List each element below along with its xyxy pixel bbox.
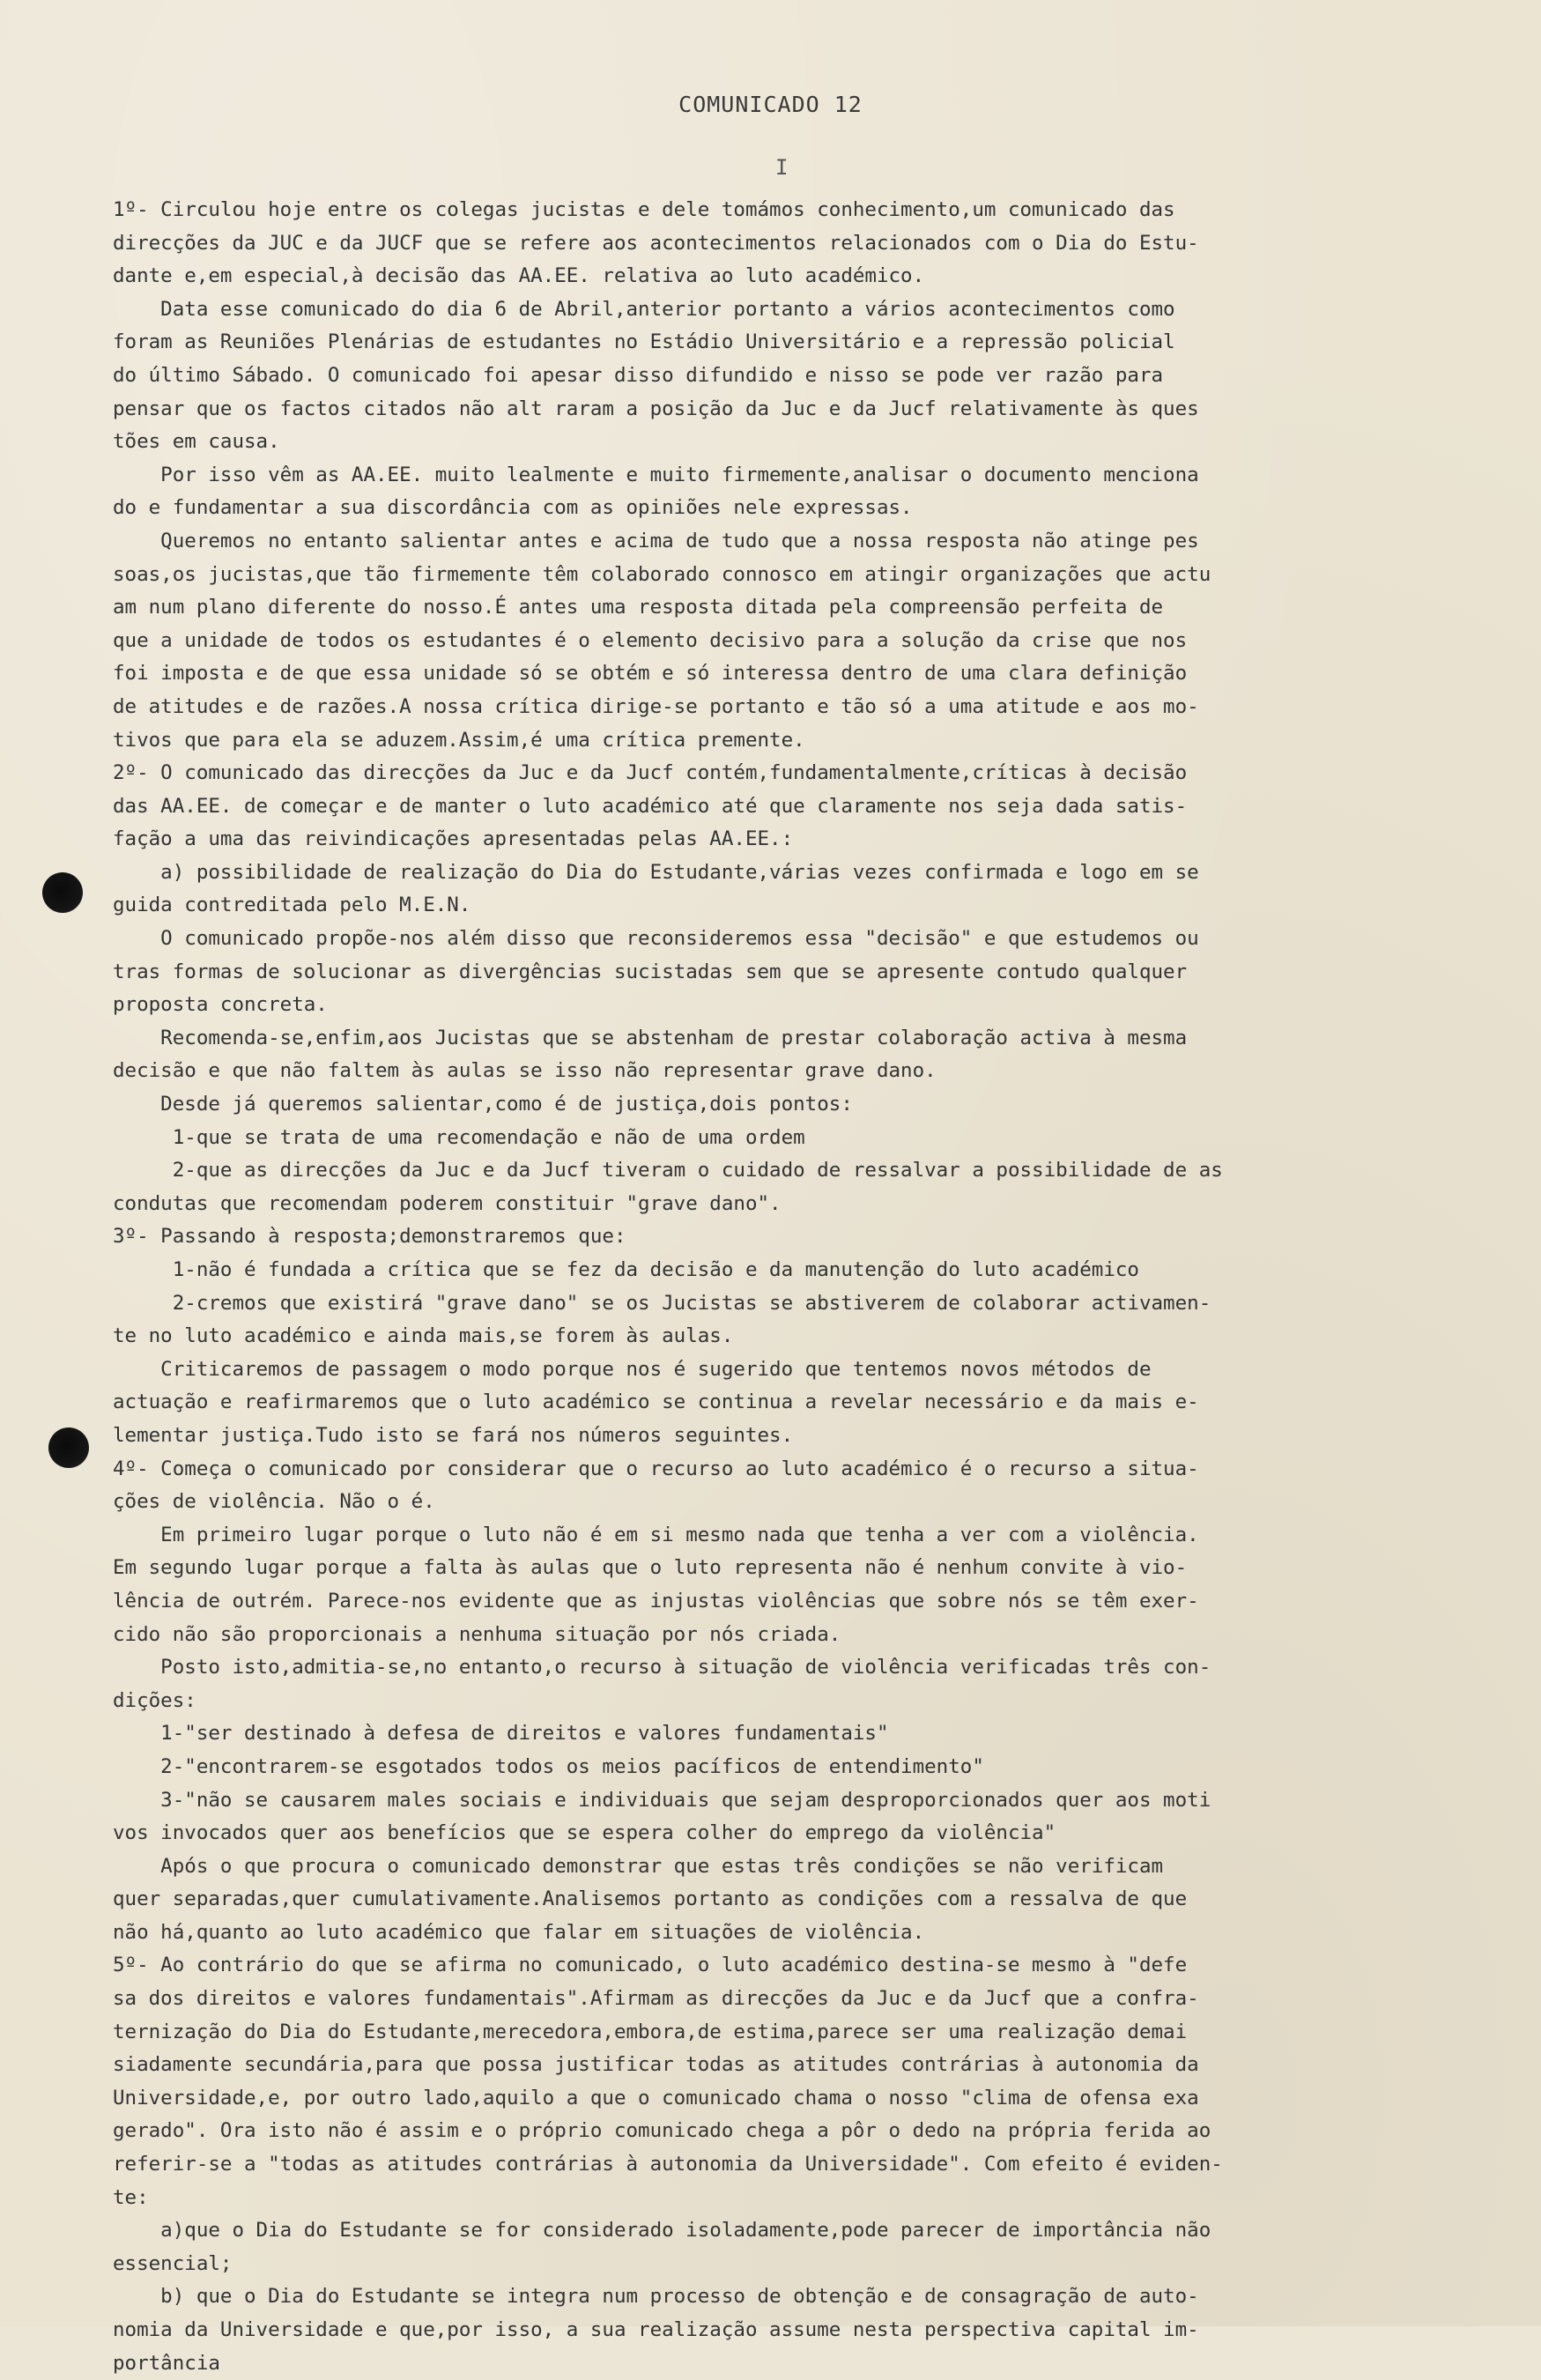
text-line: do último Sábado. O comunicado foi apesar disso difundido e nisso se pode ver razão para bbox=[113, 363, 1164, 387]
text-line: Posto isto,admitia-se,no entanto,o recurso à situação de violência verificadas três con- bbox=[113, 1656, 1211, 1679]
text-line: foram as Reuniões Plenárias de estudantes no Estádio Universitário e a repressão policial bbox=[113, 330, 1175, 354]
text-line: 1º- Circulou hoje entre os colegas jucistas e dele tomámos conhecimento,um comunicado das bbox=[113, 198, 1175, 221]
text-line: que a unidade de todos os estudantes é o elemento decisivo para a solução da crise que nos bbox=[113, 628, 1188, 652]
text-line: 2º- O comunicado das direcções da Juc e da Jucf contém,fundamentalmente,críticas à decisão bbox=[113, 761, 1188, 785]
text-line: vos invocados quer aos benefícios que se espera colher do emprego da violência" bbox=[113, 1821, 1056, 1845]
text-line: a)que o Dia do Estudante se for considerado isoladamente,pode parecer de importância não bbox=[113, 2219, 1211, 2243]
text-line: cido não são proporcionais a nenhuma situação por nós criada. bbox=[113, 1622, 841, 1646]
text-line: pensar que os factos citados não alt raram a posição da Juc e da Jucf relativamente às ques bbox=[113, 397, 1199, 420]
text-line: fação a uma das reivindicações apresentadas pelas AA.EE.: bbox=[113, 827, 794, 851]
text-line: 2-cremos que existirá "grave dano" se os Jucistas se abstiverem de colaborar activamen- bbox=[113, 1291, 1211, 1315]
text-line: dições: bbox=[113, 1688, 196, 1712]
text-line: nomia da Universidade e que,por isso, a sua realização assume nesta perspectiva capital im- bbox=[113, 2318, 1199, 2341]
document-body bbox=[113, 194, 1470, 2380]
punch-hole-top bbox=[42, 872, 83, 913]
text-line: referir-se a "todas as atitudes contrárias à autonomia da Universidade". Com efeito é eviden- bbox=[113, 2153, 1223, 2176]
text-line: condutas que recomendam poderem constituir "grave dano". bbox=[113, 1191, 782, 1215]
text-line: b) que o Dia do Estudante se integra num processo de obtenção e de consagração de auto- bbox=[113, 2285, 1199, 2309]
text-line: não há,quanto ao luto académico que falar em situações de violência. bbox=[113, 1920, 925, 1944]
text-line: Criticaremos de passagem o modo porque nos é sugerido que tentemos novos métodos de bbox=[113, 1357, 1152, 1381]
text-line: essencial; bbox=[113, 2251, 233, 2275]
text-line: 1-"ser destinado à defesa de direitos e valores fundamentais" bbox=[113, 1722, 889, 1746]
text-line: 2-que as direcções da Juc e da Jucf tiveram o cuidado de ressalvar a possibilidade de as bbox=[113, 1159, 1223, 1183]
text-line: O comunicado propõe-nos além disso que reconsideremos essa "decisão" e que estudemos ou bbox=[113, 927, 1199, 951]
text-line: Data esse comunicado do dia 6 de Abril,anterior portanto a vários acontecimentos como bbox=[113, 297, 1175, 321]
text-line: Recomenda-se,enfim,aos Jucistas que se abstenham de prestar colaboração activa à mesma bbox=[113, 1026, 1188, 1049]
text-line: ções de violência. Não o é. bbox=[113, 1490, 435, 1514]
text-line: proposta concreta. bbox=[113, 993, 328, 1017]
text-line: ternização do Dia do Estudante,merecedora,embora,de estima,parece ser uma realização demai bbox=[113, 2020, 1188, 2043]
text-line: Universidade,e, por outro lado,aquilo a que o comunicado chama o nosso "clima de ofensa exa bbox=[113, 2086, 1199, 2109]
text-line: lementar justiça.Tudo isto se fará nos números seguintes. bbox=[113, 1423, 794, 1447]
text-line: do e fundamentar a sua discordância com as opiniões nele expressas. bbox=[113, 496, 913, 520]
text-line: 1-que se trata de uma recomendação e não de uma ordem bbox=[113, 1125, 805, 1149]
text-line: actuação e reafirmaremos que o luto académico se continua a revelar necessário e da mais e- bbox=[113, 1390, 1199, 1414]
text-line: 2-"encontrarem-se esgotados todos os meios pacíficos de entendimento" bbox=[113, 1754, 984, 1778]
text-line: soas,os jucistas,que tão firmemente têm colaborado connosco em atingir organizações que actu bbox=[113, 562, 1211, 586]
text-line: das AA.EE. de começar e de manter o luto académico até que claramente nos seja dada satis- bbox=[113, 794, 1188, 818]
text-line: tões em causa. bbox=[113, 430, 280, 454]
text-line: am num plano diferente do nosso.É antes uma resposta ditada pela compreensão perfeita de bbox=[113, 596, 1164, 619]
text-line: a) possibilidade de realização do Dia do Estudante,várias vezes confirmada e logo em se bbox=[113, 860, 1199, 884]
text-line: dante e,em especial,à decisão das AA.EE. relativa ao luto académico. bbox=[113, 264, 925, 288]
text-line: siadamente secundária,para que possa justificar todas as atitudes contrárias à autonomia da bbox=[113, 2053, 1199, 2077]
text-line: portância bbox=[113, 2351, 220, 2375]
text-line: sa dos direitos e valores fundamentais".Afirmam as direcções da Juc e da Jucf que a confra- bbox=[113, 1987, 1199, 2011]
text-line: Em segundo lugar porque a falta às aulas que o luto representa não é nenhum convite à vio- bbox=[113, 1556, 1188, 1580]
text-line: quer separadas,quer cumulativamente.Analisemos portanto as condições com a ressalva de que bbox=[113, 1887, 1188, 1911]
section-numeral: I bbox=[775, 155, 789, 180]
text-line: 3º- Passando à resposta;demonstraremos que: bbox=[113, 1225, 626, 1249]
document-title: COMUNICADO 12 bbox=[678, 92, 863, 117]
text-line: guida contreditada pelo M.E.N. bbox=[113, 893, 471, 917]
text-line: 5º- Ao contrário do que se afirma no comunicado, o luto académico destina-se mesmo à "defe bbox=[113, 1954, 1188, 1977]
text-line: de atitudes e de razões.A nossa crítica dirige-se portanto e tão só a uma atitude e aos mo- bbox=[113, 694, 1199, 718]
text-line: Por isso vêm as AA.EE. muito lealmente e muito firmemente,analisar o documento menciona bbox=[113, 463, 1199, 486]
text-line: decisão e que não faltem às aulas se isso não representar grave dano. bbox=[113, 1059, 937, 1083]
text-line: Em primeiro lugar porque o luto não é em si mesmo nada que tenha a ver com a violência. bbox=[113, 1523, 1199, 1546]
text-line: foi imposta e de que essa unidade só se obtém e só interessa dentro de uma clara definição bbox=[113, 662, 1188, 686]
text-line: 1-não é fundada a crítica que se fez da decisão e da manutenção do luto académico bbox=[113, 1258, 1139, 1281]
text-line: 3-"não se causarem males sociais e individuais que sejam desproporcionados quer aos moti bbox=[113, 1788, 1211, 1812]
text-line: tras formas de solucionar as divergências sucistadas sem que se apresente contudo qualquer bbox=[113, 960, 1188, 983]
text-line: te no luto académico e ainda mais,se forem às aulas. bbox=[113, 1324, 734, 1348]
text-line: tivos que para ela se aduzem.Assim,é uma crítica premente. bbox=[113, 728, 805, 752]
text-line: 4º- Começa o comunicado por considerar que o recurso ao luto académico é o recurso a situa- bbox=[113, 1457, 1199, 1480]
text-line: lência de outrém. Parece-nos evidente que as injustas violências que sobre nós se têm exer- bbox=[113, 1589, 1199, 1613]
text-line: direcções da JUC e da JUCF que se refere aos acontecimentos relacionados com o Dia do Estu- bbox=[113, 231, 1199, 255]
text-line: Desde já queremos salientar,como é de justiça,dois pontos: bbox=[113, 1093, 853, 1116]
text-line: gerado". Ora isto não é assim e o próprio comunicado chega a pôr o dedo na própria ferida ao bbox=[113, 2119, 1211, 2143]
text-line: te: bbox=[113, 2185, 149, 2209]
punch-hole-bottom bbox=[48, 1427, 89, 1468]
text-line: Após o que procura o comunicado demonstrar que estas três condições se não verificam bbox=[113, 1854, 1164, 1878]
text-line: Queremos no entanto salientar antes e acima de tudo que a nossa resposta não atinge pes bbox=[113, 529, 1199, 552]
